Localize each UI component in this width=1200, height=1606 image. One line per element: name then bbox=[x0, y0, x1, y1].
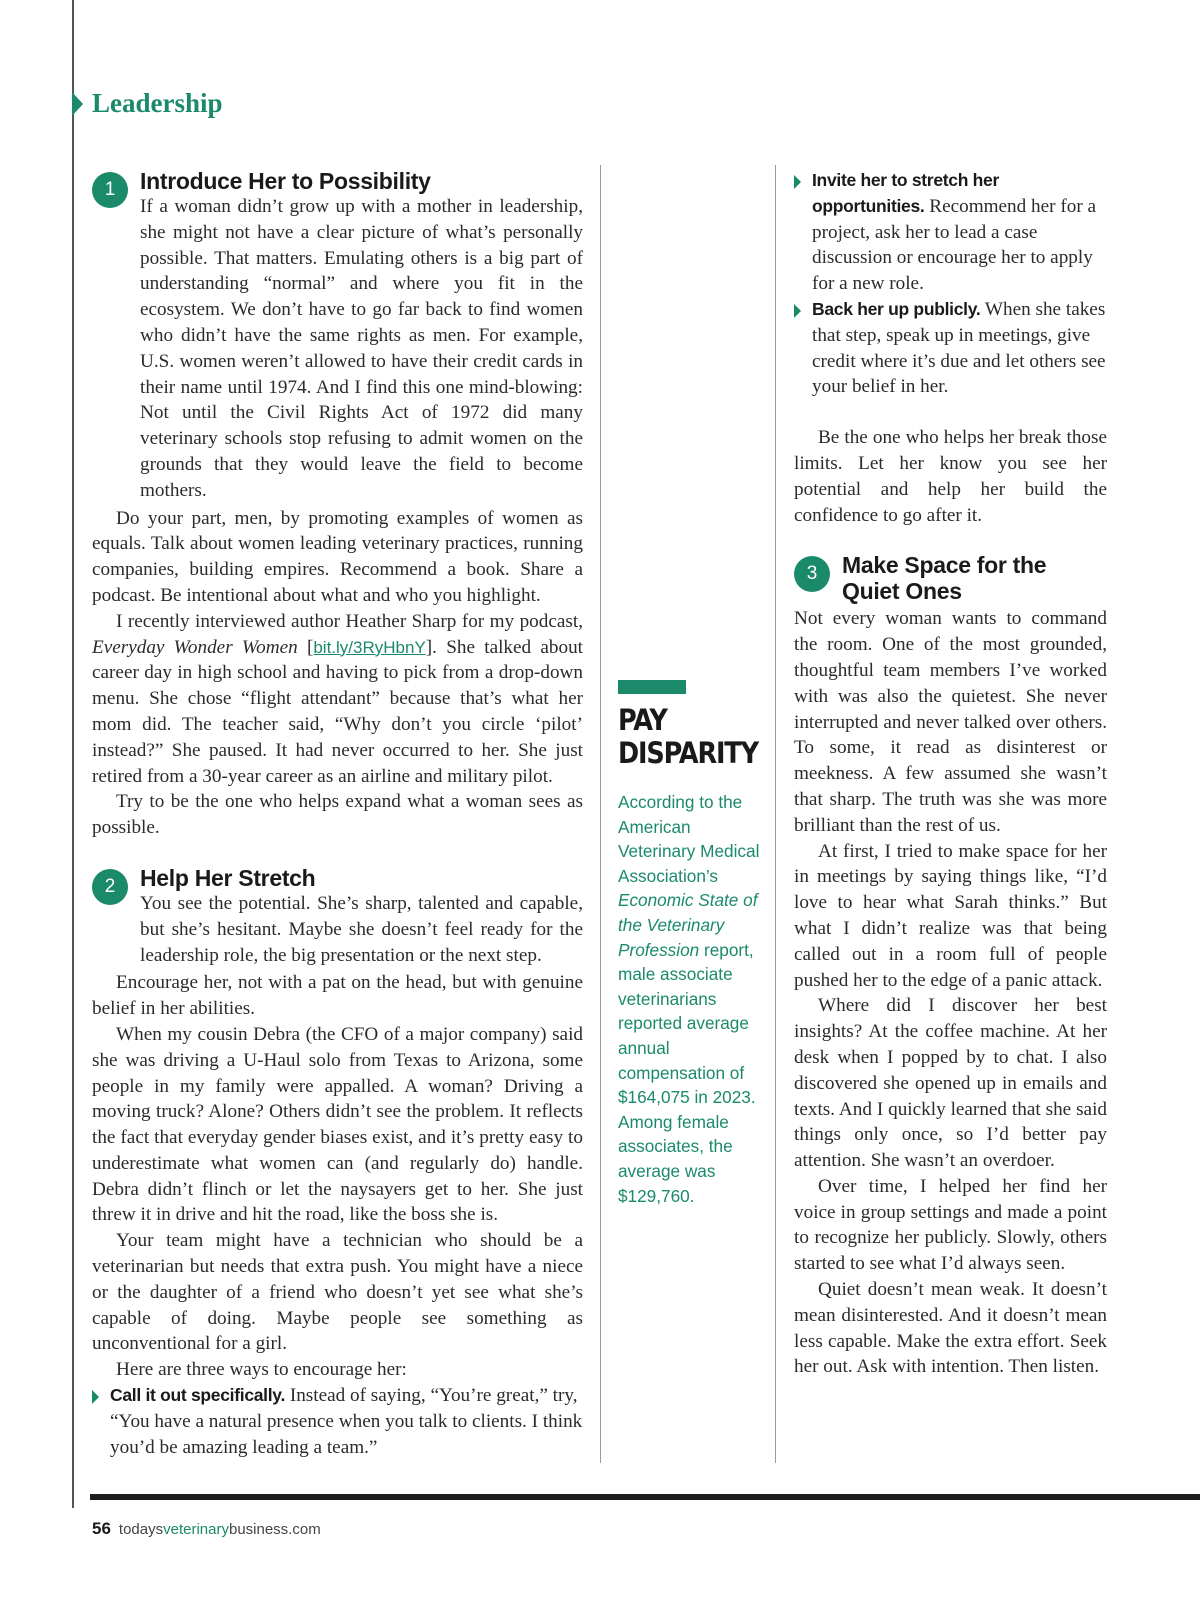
step-2-paragraph-5: Here are three ways to encourage her: bbox=[116, 1359, 407, 1381]
page-number: 56 bbox=[92, 1519, 111, 1538]
step-3-paragraph-2: At first, I tried to make space for her in meetings by saying things like, “I’d love to hear what Sarah thinks.” But what I didn’t realize was that being called out in a room full of people pushed her to the edge of a panic attack. bbox=[794, 840, 1107, 991]
step-1-number: 1 bbox=[92, 172, 128, 208]
footer-rule bbox=[90, 1494, 1200, 1500]
bullet-arrow-icon bbox=[794, 304, 801, 318]
pay-disparity-sidebar bbox=[618, 680, 768, 1208]
step-2-paragraph-4: Your team might have a technician who should be a veterinarian but needs that extra push. You might have a niece or the daughter of a friend who doesn’t yet see what she’s capable of doing. Maybe people see something as unconventional for a girl. bbox=[92, 1230, 583, 1355]
bullet-item-3: Back her up publicly. When she takes that step, speak up in meetings, give credit where it’s due and let others see your belief in her. bbox=[794, 297, 1107, 400]
sidebar-text: According to the American Veterinary Medical Association’s Economic State of the Veterinary Profession report, male associate veterinarians reported average annual compensation of $164,075 in 2023. Among female associates, the average was $129,760. bbox=[618, 792, 760, 1206]
step-1-paragraph-3: I recently interviewed author Heather Sharp for my podcast, Everyday Wonder Women [bit.ly/3RyHbnY]. She talked about career day in high school and having to pick from a drop-down menu. She chose “flight attendant” because that’s what her mom did. The teacher said, “Why don’t you circle ‘pilot’ instead?” She paused. It had never occurred to her. She just retired from a 30-year career as an airline and military pilot. bbox=[92, 610, 583, 787]
column-divider-right bbox=[775, 165, 776, 1463]
step-1-paragraph-4: Try to be the one who helps expand what a woman sees as possible. bbox=[92, 791, 583, 839]
step-3-paragraph-1: Not every woman wants to command the room. One of the most grounded, thoughtful team members I’ve worked with was also the quietest. She never interrupted and never talked over others. To some, it read as disinterest or meekness. A few assumed she wasn’t that sharp. The truth was she was more brilliant than the rest of us. bbox=[794, 608, 1107, 836]
bullet-item-2: Invite her to stretch her opportunities. Recommend her for a project, ask her to lead a case discussion or encourage her to apply for a new role. bbox=[794, 168, 1107, 297]
section-label: Leadership bbox=[92, 88, 223, 118]
page-footer bbox=[92, 1519, 321, 1539]
step-1-paragraph-2: Do your part, men, by promoting examples of women as equals. Talk about women leading veterinary practices, running companies, building empires. Recommend a book. Share a podcast. Be intentional about what and who you highlight. bbox=[92, 507, 583, 606]
article-column-right bbox=[794, 168, 1107, 1380]
site-url: todaysveterinarybusiness.com bbox=[118, 1521, 321, 1538]
step-1-title: Introduce Her to Possibility bbox=[140, 168, 431, 194]
bullet-arrow-icon bbox=[794, 175, 801, 189]
step-3-title-line-1: Make Space for the bbox=[842, 552, 1047, 579]
step-3-paragraph-3: Where did I discover her best insights? At the coffee machine. At her desk when I popped by to chat. I also discovered she opened up in emails and texts. And I quickly learned that she said things only once, so I’d better pay attention. She wasn’t an overdoer. bbox=[794, 995, 1107, 1172]
page-left-rule bbox=[72, 0, 74, 1508]
step-2-paragraph-2: Encourage her, not with a pat on the head, but with genuine belief in her abilities. bbox=[92, 972, 583, 1020]
section-header bbox=[72, 88, 223, 119]
podcast-link[interactable]: bit.ly/3RyHbnY bbox=[313, 637, 426, 657]
step-2-number: 2 bbox=[92, 869, 128, 905]
step-3-paragraph-4: Over time, I helped her find her voice in group settings and made a point to recognize her publicly. Slowly, others started to see what I’d always seen. bbox=[794, 1175, 1107, 1275]
step-1-paragraph-1: If a woman didn’t grow up with a mother in leadership, she might not have a clear picture of what’s personally possible. That matters. Emulating others is a big part of understanding “normal” and where you fit in the ecosystem. We don’t have to go far back to find women who didn’t have the same rights as men. For example, U.S. women weren’t allowed to have their credit cards in their name until 1974. And I find this one mind-blowing: Not until the Civil Rights Act of 1972 did many veterinary schools stop refusing to admit women on the grounds that they would leave the field to become mothers. bbox=[140, 196, 583, 501]
step-2-title: Help Her Stretch bbox=[140, 864, 316, 891]
sidebar-title: PAY DISPARITY bbox=[618, 703, 758, 770]
sidebar-accent-bar bbox=[618, 680, 686, 694]
article-column-left bbox=[92, 168, 583, 1460]
bullet-arrow-icon bbox=[92, 1390, 99, 1404]
step-3-title-line-2: Quiet Ones bbox=[842, 578, 962, 605]
bullet-item-1: Call it out specifically. Instead of saying, “You’re great,” try, “You have a natural presence when you talk to clients. I think you’d be amazing leading a team.” bbox=[92, 1383, 583, 1460]
column-divider-left bbox=[600, 165, 601, 1463]
step-2-paragraph-3: When my cousin Debra (the CFO of a major company) said she was driving a U-Haul solo from Texas to Arizona, some people in my family were appalled. A woman? Driving a moving truck? Alone? Others didn’t see the problem. It reflects the fact that everyday gender biases exist, and it’s pretty easy to underestimate what women can (and regularly do) handle. Debra didn’t flinch or let the naysayers get to her. She just threw it in drive and hit the road, like the boss she is. bbox=[92, 1023, 583, 1226]
step-2-heading bbox=[92, 865, 583, 968]
podcast-title: Everyday Wonder Women bbox=[92, 636, 298, 658]
closing-paragraph: Be the one who helps her break those limits. Let her know you see her potential and help her build the confidence to go after it. bbox=[794, 427, 1107, 526]
step-3-paragraph-5: Quiet doesn’t mean weak. It doesn’t mean disinterested. And it doesn’t mean less capable. Make the extra effort. Seek her out. Ask with intention. Then listen. bbox=[794, 1279, 1107, 1378]
section-arrow-icon bbox=[72, 92, 83, 116]
step-3-heading bbox=[794, 552, 1107, 604]
step-3-number: 3 bbox=[794, 556, 830, 592]
step-1-heading bbox=[92, 168, 583, 504]
step-2-paragraph-1: You see the potential. She’s sharp, talented and capable, but she’s hesitant. Maybe she doesn’t feel ready for the leadership role, the big presentation or the next step. bbox=[140, 892, 583, 966]
